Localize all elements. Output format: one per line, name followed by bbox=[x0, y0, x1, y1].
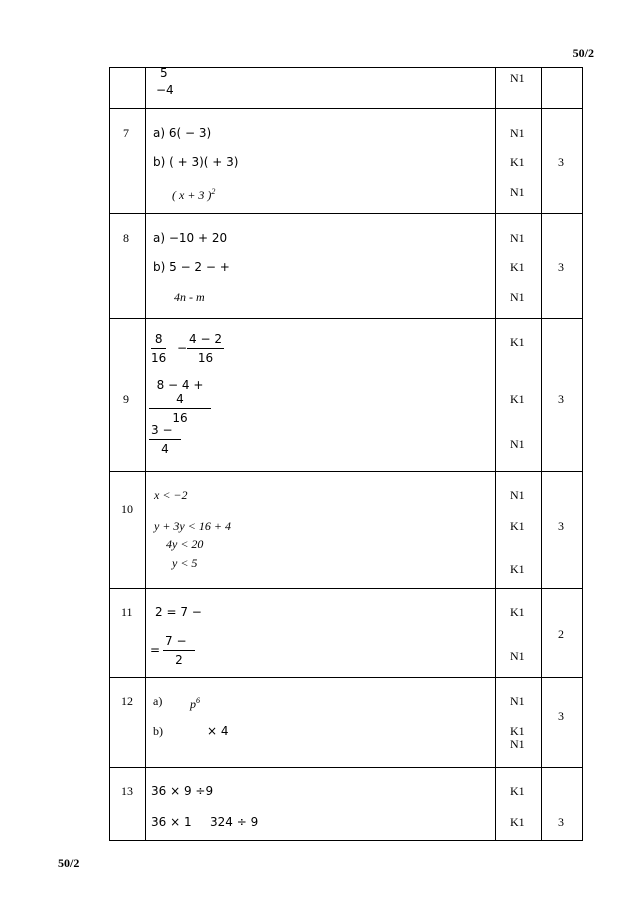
mark-code: K1 bbox=[510, 392, 525, 406]
row-border bbox=[109, 471, 583, 472]
mark-code: K1 bbox=[510, 784, 525, 798]
column-border bbox=[582, 67, 583, 841]
row-border bbox=[109, 213, 583, 214]
mark-code: K1 bbox=[510, 562, 525, 576]
fraction: $\frac{8 - 4 + 4}{16}$ bbox=[149, 378, 211, 425]
mark-code: K1 bbox=[510, 335, 525, 349]
working-line: 4y < 20 bbox=[166, 537, 204, 551]
mark-code: N1 bbox=[510, 185, 525, 199]
working-line: b) ( + 3)( + 3) bbox=[153, 155, 239, 169]
fraction: $\frac{3 -}{4}$ bbox=[149, 423, 181, 456]
column-border bbox=[109, 67, 110, 841]
total-marks: 3 bbox=[558, 709, 564, 723]
column-border bbox=[495, 67, 496, 841]
working-line: 5 bbox=[160, 66, 168, 80]
row-border bbox=[109, 67, 583, 68]
page-header-code: 50/2 bbox=[572, 46, 594, 60]
mark-code: N1 bbox=[510, 71, 525, 85]
mark-code: K1 bbox=[510, 605, 525, 619]
working-line: y < 5 bbox=[172, 556, 198, 570]
row-border bbox=[109, 588, 583, 589]
row-border bbox=[109, 840, 583, 841]
fraction: $\frac{4 - 2}{16}$ bbox=[189, 332, 222, 365]
question-number: 12 bbox=[121, 694, 133, 708]
page-footer-code: 50/2 bbox=[58, 856, 80, 870]
column-border bbox=[145, 67, 146, 841]
mark-code: K1 bbox=[510, 260, 525, 274]
total-marks: 3 bbox=[558, 260, 564, 274]
working-line: x < −2 bbox=[154, 488, 188, 502]
row-border bbox=[109, 677, 583, 678]
mark-code: K1 bbox=[510, 724, 525, 738]
working-line: ( x + 3 )$^2$ bbox=[172, 187, 216, 202]
mark-code: K1 bbox=[510, 519, 525, 533]
fraction: $\frac{7 -}{2}$ bbox=[163, 634, 195, 667]
working-line: 324 ÷ 9 bbox=[210, 815, 259, 829]
mark-code: K1 bbox=[510, 155, 525, 169]
working-line: 36 × 1 bbox=[151, 815, 192, 829]
mark-code: N1 bbox=[510, 231, 525, 245]
working-line: a) −10 + 20 bbox=[153, 231, 228, 245]
total-marks: 3 bbox=[558, 392, 564, 406]
working-line: y + 3y < 16 + 4 bbox=[154, 519, 231, 533]
mark-code: N1 bbox=[510, 437, 525, 451]
mark-code: N1 bbox=[510, 488, 525, 502]
row-border bbox=[109, 318, 583, 319]
total-marks: 3 bbox=[558, 815, 564, 829]
mark-code: N1 bbox=[510, 649, 525, 663]
mark-code: K1 bbox=[510, 815, 525, 829]
total-marks: 2 bbox=[558, 627, 564, 641]
question-number: 13 bbox=[121, 784, 133, 798]
equals-sign: = bbox=[150, 643, 161, 657]
working-line: × 4 bbox=[207, 724, 229, 738]
total-marks: 3 bbox=[558, 155, 564, 169]
working-line: 36 × 9 ÷9 bbox=[151, 784, 214, 798]
working-line: b) 5 − 2 − + bbox=[153, 260, 230, 274]
working-line: 2 = 7 − bbox=[155, 605, 202, 619]
working-line: b) bbox=[153, 724, 163, 738]
question-number: 11 bbox=[121, 605, 133, 619]
working-line: −4 bbox=[156, 83, 174, 97]
working-line: a) 6( − 3) bbox=[153, 126, 212, 140]
question-number: 8 bbox=[123, 231, 129, 245]
mark-code: N1 bbox=[510, 290, 525, 304]
working-line: 4n - m bbox=[174, 290, 205, 304]
question-number: 7 bbox=[123, 126, 129, 140]
question-number: 10 bbox=[121, 502, 133, 516]
question-number: 9 bbox=[123, 392, 129, 406]
working-line: a) bbox=[153, 694, 163, 708]
row-border bbox=[109, 108, 583, 109]
fraction: $\frac{8}{16}$ bbox=[151, 332, 167, 365]
total-marks: 3 bbox=[558, 519, 564, 533]
marking-scheme-table bbox=[109, 67, 583, 841]
column-border bbox=[541, 67, 542, 841]
mark-code: N1 bbox=[510, 694, 525, 708]
mark-code: N1 bbox=[510, 126, 525, 140]
minus-sign: − bbox=[177, 341, 188, 355]
row-border bbox=[109, 767, 583, 768]
working-line: $p^6$ bbox=[190, 696, 200, 711]
mark-code: N1 bbox=[510, 737, 525, 751]
